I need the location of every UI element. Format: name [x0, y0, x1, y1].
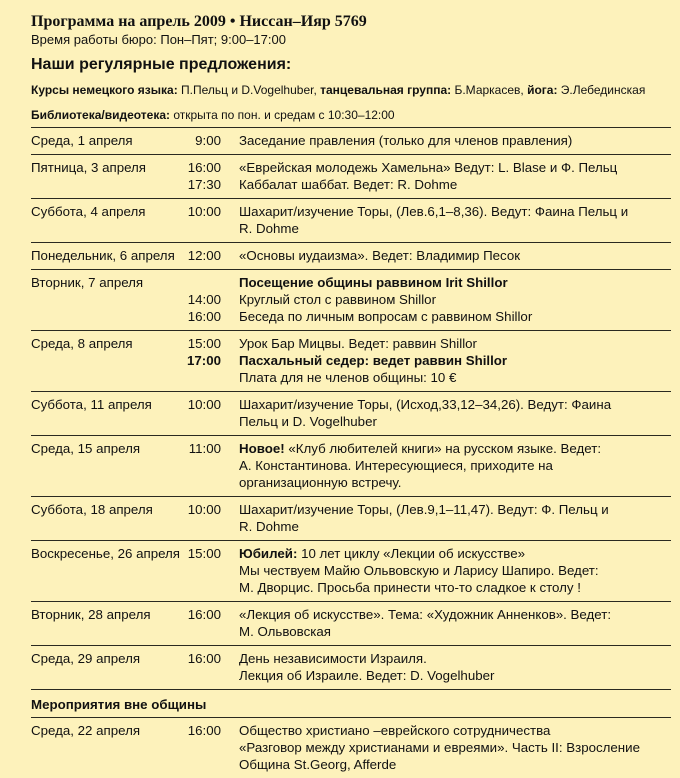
event-line: [239, 335, 671, 352]
text-span: «Основы иудаизма». Ведет: Владимир Песок: [239, 248, 521, 263]
text-span: Заседание правления (только для членов правления): [239, 133, 573, 148]
event-time: 14:00: [187, 292, 221, 307]
event-row: [31, 496, 671, 540]
text-span: А. Константинова. Интересующиеся, приходите на: [239, 458, 553, 473]
event-time: 15:00: [187, 546, 221, 561]
event-row: [31, 198, 671, 242]
text-span: Община St.Georg, Afferde: [239, 757, 397, 772]
event-description: [239, 274, 671, 325]
event-line: [239, 352, 671, 369]
text-span: «Лекция об искусстве». Тема: «Художник Анненков». Ведет:: [239, 607, 612, 622]
text-span: Э.Лебединская: [557, 83, 646, 97]
regular-offers-courses: [31, 82, 671, 98]
event-time: 11:00: [188, 441, 221, 456]
event-date: Среда, 29 апреля: [31, 651, 141, 666]
office-hours: Время работы бюро: Пон–Пят; 9:00–17:00: [31, 32, 286, 47]
event-line: [239, 369, 671, 386]
event-line: [239, 457, 671, 474]
event-times: [186, 132, 239, 149]
text-span: Мы чествуем Майю Ольвовскую и Ларису Шапиро. Ведет:: [239, 563, 599, 578]
regular-offers-heading: Наши регулярные предложения:: [31, 56, 292, 73]
event-line: [239, 562, 671, 579]
event-description: [239, 440, 671, 491]
event-times: [186, 606, 239, 640]
text-span: Урок Бар Мицвы. Ведет: раввин Shillor: [239, 336, 477, 351]
event-line: [239, 623, 671, 640]
event-description: [239, 396, 671, 430]
event-time: 16:00: [187, 651, 221, 666]
event-description: [239, 606, 671, 640]
event-line: [239, 291, 671, 308]
event-description: [239, 545, 671, 596]
event-line: [239, 606, 671, 623]
event-line: [239, 667, 671, 684]
event-time: [186, 274, 221, 291]
event-description: [239, 203, 671, 237]
event-time: 16:00: [187, 309, 221, 324]
text-span: Шахарит/изучение Торы, (Лев.6,1–8,36). Ведут: Фаина Пельц и: [239, 204, 629, 219]
text-span: Пельц и D. Vogelhuber: [239, 414, 377, 429]
event-row: [31, 645, 671, 689]
text-span: 10 лет циклу «Лекции об искусстве»: [297, 546, 525, 561]
outside-events-list: [31, 717, 671, 778]
event-line: [239, 220, 671, 237]
event-description: [239, 335, 671, 386]
text-span: Шахарит/изучение Торы, (Лев.9,1–11,47). Ведут: Ф. Пельц и: [239, 502, 609, 517]
event-time: 10:00: [187, 502, 221, 517]
event-times: [186, 247, 239, 264]
event-line: [239, 247, 671, 264]
event-time: 10:00: [187, 397, 221, 412]
event-times: [186, 396, 239, 430]
event-row: [31, 127, 671, 154]
bold-text: Курсы немецкого языка:: [31, 83, 178, 97]
text-span: Круглый стол с раввином Shillor: [239, 292, 436, 307]
event-time: 17:00: [186, 353, 221, 368]
event-description: [239, 650, 671, 684]
text-span: R. Dohme: [239, 221, 299, 236]
events-list: [31, 127, 671, 689]
bold-text: Посещение общины раввином Irit Shillor: [239, 275, 508, 290]
text-span: «Клуб любителей книги» на русском языке. Ведет:: [284, 441, 602, 456]
bold-text: танцевальная группа:: [320, 83, 452, 97]
event-times: [186, 203, 239, 237]
event-times: [186, 335, 239, 386]
event-times: [186, 159, 239, 193]
program-page: [31, 12, 671, 123]
event-line: [239, 440, 671, 457]
event-date: Пятница, 3 апреля: [31, 160, 147, 175]
event-description: [239, 722, 671, 773]
text-span: День независимости Израиля.: [239, 651, 427, 666]
event-date: Среда, 22 апреля: [31, 723, 141, 738]
text-span: Беседа по личным вопросам с раввином Shillor: [239, 309, 533, 324]
event-date: Суббота, 11 апреля: [31, 397, 152, 412]
event-line: [239, 518, 671, 535]
event-line: [239, 501, 671, 518]
event-time: 15:00: [187, 336, 221, 351]
event-row: [31, 601, 671, 645]
event-date: Воскресенье, 26 апреля: [31, 546, 181, 561]
event-line: [239, 579, 671, 596]
event-row: [31, 269, 671, 330]
event-date: Суббота, 4 апреля: [31, 204, 146, 219]
event-line: [239, 756, 671, 773]
event-schedule: [31, 127, 671, 778]
event-line: [239, 308, 671, 325]
event-time: 10:00: [187, 204, 221, 219]
event-line: [239, 650, 671, 667]
event-date: Среда, 1 апреля: [31, 133, 133, 148]
event-line: [239, 413, 671, 430]
event-row: [31, 435, 671, 496]
event-time: 16:00: [187, 607, 221, 622]
event-row: [31, 540, 671, 601]
event-description: [239, 132, 671, 149]
event-line: [239, 176, 671, 193]
bold-text: Новое!: [239, 441, 285, 456]
event-row: [31, 154, 671, 198]
outside-events-heading: Мероприятия вне общины: [31, 689, 671, 717]
event-line: [239, 722, 671, 739]
bold-text: Библиотека/видеотека:: [31, 108, 171, 122]
event-date: Вторник, 28 апреля: [31, 607, 151, 622]
event-row: [31, 330, 671, 391]
text-span: открыта по пон. и средам с 10:30–12:00: [170, 108, 395, 122]
event-date: Вторник, 7 апреля: [31, 275, 144, 290]
event-row: [31, 391, 671, 435]
event-line: [239, 132, 671, 149]
event-time: 9:00: [195, 133, 221, 148]
text-span: М. Дворцис. Просьба принести что-то сладкое к столу !: [239, 580, 581, 595]
event-times: [186, 440, 239, 491]
event-date: Среда, 8 апреля: [31, 336, 133, 351]
event-time: 16:00: [187, 160, 221, 175]
text-span: «Еврейская молодежь Хамельна» Ведут: L. Blase и Ф. Пельц: [239, 160, 618, 175]
text-span: Общество христиано –еврейского сотрудничества: [239, 723, 551, 738]
event-time: 12:00: [187, 248, 221, 263]
text-span: Лекция об Израиле. Ведет: D. Vogelhuber: [239, 668, 495, 683]
event-line: [239, 474, 671, 491]
text-span: Шахарит/изучение Торы, (Исход,33,12–34,26). Ведут: Фаина: [239, 397, 612, 412]
bold-text: йога:: [527, 83, 558, 97]
regular-offers-library: [31, 107, 671, 123]
text-span: М. Ольвовская: [239, 624, 331, 639]
event-description: [239, 247, 671, 264]
event-line: [239, 203, 671, 220]
text-span: П.Пельц и D.Vogelhuber,: [177, 83, 321, 97]
event-line: [239, 739, 671, 756]
event-row: [31, 242, 671, 269]
text-span: Каббалат шаббат. Ведет: R. Dohme: [239, 177, 458, 192]
event-row: [31, 717, 671, 778]
event-time: 16:00: [187, 723, 221, 738]
event-times: [186, 501, 239, 535]
event-times: [186, 274, 239, 325]
text-span: Б.Маркасев,: [451, 83, 528, 97]
event-times: [186, 650, 239, 684]
event-date: Суббота, 18 апреля: [31, 502, 153, 517]
event-date: Понедельник, 6 апреля: [31, 248, 175, 263]
event-line: [239, 274, 671, 291]
text-span: организационную встречу.: [239, 475, 402, 490]
event-line: [239, 396, 671, 413]
event-description: [239, 501, 671, 535]
text-span: Плата для не членов общины: 10 €: [239, 370, 457, 385]
bold-text: Пасхальный седер: ведет раввин Shillor: [239, 353, 508, 368]
event-description: [239, 159, 671, 193]
bold-text: Юбилей:: [239, 546, 298, 561]
event-line: [239, 159, 671, 176]
event-line: [239, 545, 671, 562]
event-date: Среда, 15 апреля: [31, 441, 141, 456]
text-span: R. Dohme: [239, 519, 299, 534]
event-times: [186, 722, 239, 773]
event-times: [186, 545, 239, 596]
event-time: 17:30: [187, 177, 221, 192]
page-title: Программа на апрель 2009 • Ниссан–Ияр 5769: [31, 13, 367, 30]
text-span: «Разговор между христианами и евреями». Часть II: Взросление: [239, 740, 640, 755]
